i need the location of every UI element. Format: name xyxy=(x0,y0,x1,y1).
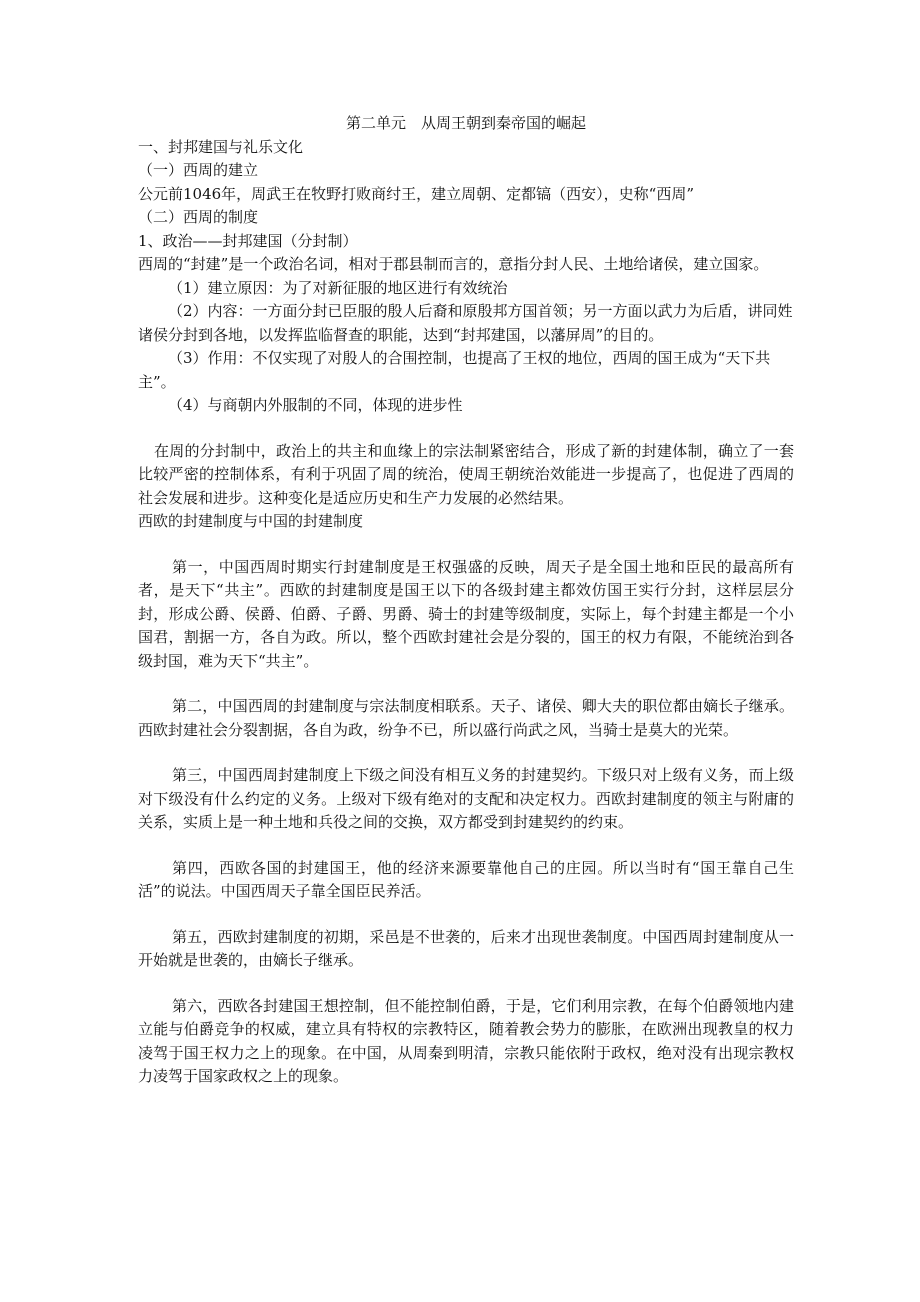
document-title: 第二单元 从周王朝到秦帝国的崛起 xyxy=(345,114,586,132)
subsection-heading: （二）西周的制度 xyxy=(138,208,259,226)
section-heading: 一、封邦建国与礼乐文化 xyxy=(138,137,304,156)
subsection-heading: （一）西周的建立 xyxy=(138,161,259,179)
list-item: （1）建立原因：为了对新征服的地区进行有效统治 xyxy=(168,278,508,297)
document-page xyxy=(138,112,794,1089)
topic-heading: 1、政治——封邦建国（分封制） xyxy=(138,231,358,250)
comparison-paragraph: 第六，西欧各封建国王想控制，但不能控制伯爵，于是，它们利用宗教，在每个伯爵领地内建立能与伯爵竞争的权威，建立具有特权的宗教特区，随着教会势力的膨胀，在欧洲出现教皇的权力凌驾于国王权力之上的现象。在中国，从周秦到明清，宗教只能依附于政权，绝对没有出现宗教权力凌驾于国家政权之上的现象。 xyxy=(138,996,794,1085)
comparison-paragraph: 第五，西欧封建制度的初期，采邑是不世袭的，后来才出现世袭制度。中国西周封建制度从一开始就是世袭的，由嫡长子继承。 xyxy=(138,927,794,969)
comparison-paragraph: 第四，西欧各国的封建国王，他的经济来源要靠他自己的庄园。所以当时有“国王靠自己生活”的说法。中国西周天子靠全国臣民养活。 xyxy=(138,858,794,900)
comparison-paragraph: 第三，中国西周封建制度上下级之间没有相互义务的封建契约。下级只对上级有义务，而上级对下级没有什么约定的义务。上级对下级有绝对的支配和决定权力。西欧封建制度的领主与附庸的关系，实质上是一种土地和兵役之间的交换，双方都受到封建契约的约束。 xyxy=(138,766,794,831)
body-text: 公元前1046年，周武王在牧野打败商纣王，建立周朝、定都镐（西安），史称“西周” xyxy=(138,184,695,203)
list-item: （2）内容：一方面分封已臣服的殷人后裔和原殷邦方国首领；另一方面以武力为后盾，讲同姓诸侯分封到各地，以发挥监临督查的职能，达到“封邦建国，以藩屏周”的目的。 xyxy=(138,302,793,344)
list-item: （4）与商朝内外服制的不同，体现的进步性 xyxy=(168,396,463,414)
comparison-heading: 西欧的封建制度与中国的封建制度 xyxy=(138,512,364,530)
list-item: （3）作用：不仅实现了对殷人的合围控制，也提高了王权的地位，西周的国王成为“天下共主”。 xyxy=(138,349,771,391)
definition-text: 西周的“封建”是一个政治名词，相对于郡县制而言的，意指分封人民、土地给诸侯，建立国家。 xyxy=(138,255,769,273)
summary-paragraph: 在周的分封制中，政治上的共主和血缘上的宗法制紧密结合，形成了新的封建体制，确立了一套比较严密的控制体系，有利于巩固了周的统治，使周王朝统治效能进一步提高了，也促进了西周的社会发展和进步。这种变化是适应历史和生产力发展的必然结果。 xyxy=(138,441,794,507)
comparison-paragraph: 第二，中国西周的封建制度与宗法制度相联系。天子、诸侯、卿大夫的职位都由嫡长子继承。西欧封建社会分裂割据，各自为政，纷争不已，所以盛行尚武之风，当骑士是莫大的光荣。 xyxy=(138,697,794,739)
comparison-paragraph: 第一，中国西周时期实行封建制度是王权强盛的反映，周天子是全国土地和臣民的最高所有者，是天下“共主”。西欧的封建制度是国王以下的各级封建主都效仿国王实行分封，这样层层分封，形成公爵、侯爵、伯爵、子爵、男爵、骑士的封建等级制度，实际上，每个封建主都是一个小国君，割据一方，各自为政。所以，整个西欧封建社会是分裂的，国王的权力有限，不能统治到各级封国，难为天下“共主”。 xyxy=(138,557,794,670)
